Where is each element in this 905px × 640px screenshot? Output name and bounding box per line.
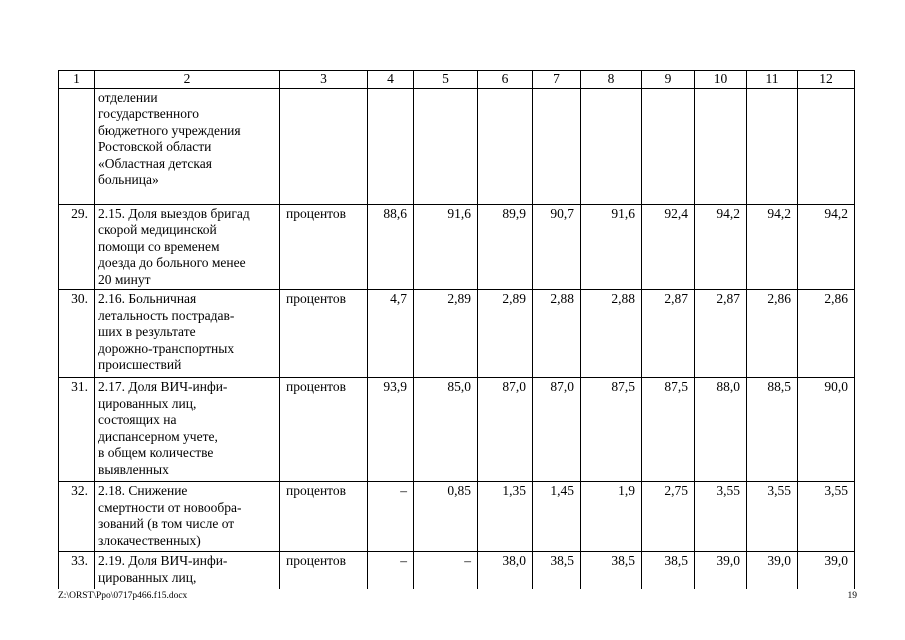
value-cell: 4,7 — [368, 290, 414, 378]
value-cell: 2,88 — [581, 290, 642, 378]
value-cell — [368, 88, 414, 204]
value-cell: 2,86 — [747, 290, 798, 378]
value-cell: – — [414, 552, 478, 589]
header-cell: 5 — [414, 71, 478, 89]
row-number: 30. — [59, 290, 95, 378]
value-cell: 2,88 — [533, 290, 581, 378]
value-cell: 93,9 — [368, 378, 414, 482]
value-cell: 39,0 — [798, 552, 855, 589]
value-cell: 88,6 — [368, 204, 414, 290]
value-cell: 2,89 — [478, 290, 533, 378]
unit-cell: процентов — [280, 204, 368, 290]
value-cell: 38,0 — [478, 552, 533, 589]
indicator-description: 2.18. Снижение смертности от новообра- зований (в том числе от злокачественных) — [95, 482, 280, 552]
value-cell: 1,35 — [478, 482, 533, 552]
value-cell: 0,85 — [414, 482, 478, 552]
value-cell: 38,5 — [581, 552, 642, 589]
header-cell: 9 — [642, 71, 695, 89]
header-cell: 7 — [533, 71, 581, 89]
value-cell: 90,7 — [533, 204, 581, 290]
unit-cell: процентов — [280, 378, 368, 482]
row-number — [59, 88, 95, 204]
value-cell: 2,86 — [798, 290, 855, 378]
value-cell: 2,87 — [695, 290, 747, 378]
header-cell: 3 — [280, 71, 368, 89]
table-row — [59, 290, 855, 378]
table-row — [59, 482, 855, 552]
value-cell: 87,5 — [642, 378, 695, 482]
table-row — [59, 378, 855, 482]
table-row — [59, 552, 855, 589]
value-cell — [642, 88, 695, 204]
value-cell: 38,5 — [642, 552, 695, 589]
value-cell — [581, 88, 642, 204]
header-cell: 8 — [581, 71, 642, 89]
value-cell: 3,55 — [695, 482, 747, 552]
row-number: 32. — [59, 482, 95, 552]
value-cell: 2,75 — [642, 482, 695, 552]
value-cell: 39,0 — [747, 552, 798, 589]
table-header-row — [59, 71, 855, 89]
value-cell: 2,89 — [414, 290, 478, 378]
indicator-description: 2.17. Доля ВИЧ-инфи- цированных лиц, состоящих на диспансерном учете, в общем количестве выявленных — [95, 378, 280, 482]
indicator-description: 2.19. Доля ВИЧ-инфи- цированных лиц, — [95, 552, 280, 589]
value-cell: 39,0 — [695, 552, 747, 589]
value-cell — [533, 88, 581, 204]
value-cell: – — [368, 552, 414, 589]
value-cell: 87,5 — [581, 378, 642, 482]
header-cell: 12 — [798, 71, 855, 89]
value-cell: 94,2 — [747, 204, 798, 290]
value-cell: 1,9 — [581, 482, 642, 552]
table-row — [59, 88, 855, 204]
unit-cell — [280, 88, 368, 204]
value-cell: 3,55 — [798, 482, 855, 552]
footer-page-number: 19 — [847, 591, 857, 601]
value-cell — [747, 88, 798, 204]
value-cell — [798, 88, 855, 204]
value-cell: 91,6 — [414, 204, 478, 290]
indicator-description: 2.15. Доля выездов бригад скорой медицинской помощи со временем доезда до больного менее 20 минут — [95, 204, 280, 290]
header-cell: 1 — [59, 71, 95, 89]
row-number: 31. — [59, 378, 95, 482]
value-cell: 92,4 — [642, 204, 695, 290]
value-cell: 94,2 — [798, 204, 855, 290]
value-cell: – — [368, 482, 414, 552]
value-cell: 88,5 — [747, 378, 798, 482]
value-cell — [695, 88, 747, 204]
indicator-description: 2.16. Больничная летальность пострадав- ших в результате дорожно-транспортных происшествий — [95, 290, 280, 378]
value-cell: 91,6 — [581, 204, 642, 290]
value-cell — [414, 88, 478, 204]
value-cell: 1,45 — [533, 482, 581, 552]
value-cell: 88,0 — [695, 378, 747, 482]
header-cell: 4 — [368, 71, 414, 89]
footer-file-path: Z:\ORST\Ppo\0717p466.f15.docx — [58, 591, 188, 601]
indicators-table — [58, 70, 855, 589]
indicator-description: отделении государственного бюджетного учреждения Ростовской области «Областная детская больница» — [95, 88, 280, 204]
unit-cell: процентов — [280, 290, 368, 378]
value-cell: 2,87 — [642, 290, 695, 378]
value-cell: 87,0 — [478, 378, 533, 482]
value-cell: 38,5 — [533, 552, 581, 589]
value-cell — [478, 88, 533, 204]
value-cell: 89,9 — [478, 204, 533, 290]
row-number: 29. — [59, 204, 95, 290]
table-row — [59, 204, 855, 290]
value-cell: 90,0 — [798, 378, 855, 482]
value-cell: 85,0 — [414, 378, 478, 482]
value-cell: 87,0 — [533, 378, 581, 482]
header-cell: 11 — [747, 71, 798, 89]
header-cell: 6 — [478, 71, 533, 89]
row-number: 33. — [59, 552, 95, 589]
value-cell: 94,2 — [695, 204, 747, 290]
unit-cell: процентов — [280, 482, 368, 552]
unit-cell: процентов — [280, 552, 368, 589]
header-cell: 10 — [695, 71, 747, 89]
header-cell: 2 — [95, 71, 280, 89]
value-cell: 3,55 — [747, 482, 798, 552]
